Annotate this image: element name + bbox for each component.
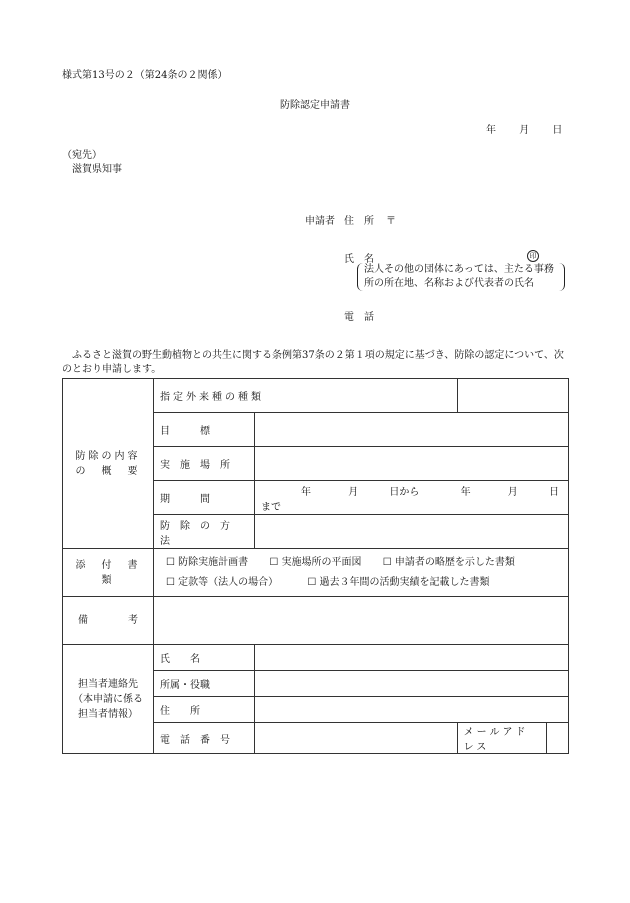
remarks-field[interactable] (154, 597, 569, 645)
attachment-checkbox[interactable]: ☐ 過去３年間の活動実績を記載した書類 (307, 576, 490, 588)
target-label: 目 標 (154, 413, 255, 447)
period-month1: 月 (348, 486, 359, 498)
form-title: 防除認定申請書 (280, 100, 350, 111)
contact-address-label: 住 所 (154, 697, 255, 723)
addressee-name: 滋賀県知事 (72, 164, 122, 175)
seal-mark (527, 250, 539, 262)
applicant-name-label: 氏 名 (344, 254, 374, 265)
contact-dept-field[interactable] (255, 671, 569, 697)
seal-icon: 印 (527, 250, 539, 262)
method-field[interactable] (255, 515, 569, 549)
date-day-label: 日 (552, 125, 563, 136)
date-year-label: 年 (486, 125, 496, 136)
target-field[interactable] (255, 413, 569, 447)
contact-label-line: （本申請に係る (73, 693, 143, 705)
overview-label-line: の 概 要 (75, 465, 141, 477)
place-field[interactable] (255, 447, 569, 481)
attachments-list (154, 549, 569, 597)
attachment-checkbox[interactable]: ☐ 実施場所の平面図 (269, 556, 362, 568)
contact-category (63, 645, 154, 754)
overview-category (63, 379, 154, 549)
date-month-label: 月 (519, 125, 530, 136)
applicant-phone-label: 電 話 (344, 312, 374, 323)
contact-email-label: メールアドレス (457, 723, 546, 754)
attachment-checkbox[interactable]: ☐ 申請者の略歴を示した書類 (382, 556, 515, 568)
contact-name-field[interactable] (255, 645, 569, 671)
period-field[interactable] (255, 481, 569, 515)
date-line (486, 121, 562, 136)
attachment-checkbox[interactable]: ☐ 防除実施計画書 (166, 556, 249, 568)
period-year2: 年 (460, 486, 471, 498)
applicant-label: 申請者 (305, 216, 335, 227)
attachments-label: 添 付 書 類 (63, 549, 154, 597)
overview-label-line: 防除の内容 (75, 450, 141, 462)
applicant-address-label: 住 所 (344, 216, 374, 227)
contact-label-line: 担当者連絡先 (78, 678, 138, 690)
contact-phone-label: 電 話 番 号 (154, 723, 255, 754)
contact-phone-field[interactable] (255, 723, 458, 754)
remarks-label: 備 考 (63, 597, 154, 645)
intro-text: ふるさと滋賀の野生動植物との共生に関する条例第37条の２第１項の規定に基づき、防除の認定について、次のとおり申請します。 (62, 350, 564, 375)
attachment-checkbox[interactable]: ☐ 定款等（法人の場合） (166, 576, 279, 588)
species-label: 指定外来種の種類 (154, 379, 458, 413)
period-from: 日から (389, 486, 420, 498)
period-month2: 月 (507, 486, 518, 498)
contact-label-line: 担当者情報） (78, 708, 138, 720)
period-year1: 年 (301, 486, 311, 498)
contact-email-field[interactable] (546, 723, 568, 754)
species-field[interactable] (457, 379, 568, 413)
contact-address-field[interactable] (255, 697, 569, 723)
contact-name-label: 氏 名 (154, 645, 255, 671)
period-until: 日まで (261, 486, 559, 513)
postal-mark: 〒 (386, 216, 396, 227)
method-label: 防 除 の 方 法 (154, 515, 255, 549)
contact-dept-label: 所属・役職 (154, 671, 255, 697)
corporation-note-line: 所の所在地、名称および代表者の氏名 (364, 278, 534, 289)
corporation-note (357, 263, 565, 291)
period-label: 期 間 (154, 481, 255, 515)
application-table (62, 378, 569, 754)
place-label: 実 施 場 所 (154, 447, 255, 481)
form-number-label: 様式第13号の２（第24条の２関係） (62, 70, 228, 81)
corporation-note-line: 法人その他の団体にあっては、主たる事務 (364, 264, 554, 275)
addressee-to: （宛先） (62, 150, 102, 161)
